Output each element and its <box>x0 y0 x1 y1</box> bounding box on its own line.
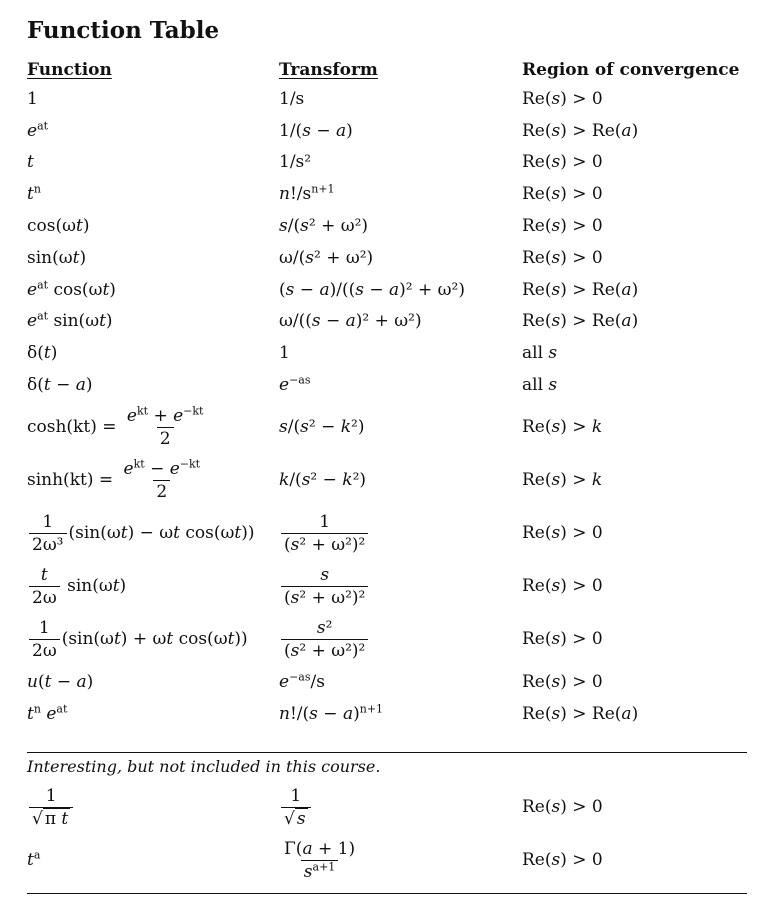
function-cell: δ(t) <box>27 343 58 364</box>
roc-cell: Re(s) > Re(a) <box>522 120 639 141</box>
function-cell: u(t − a) <box>27 671 94 692</box>
table-row <box>27 83 747 115</box>
table-row <box>27 369 747 401</box>
table-row <box>27 507 747 560</box>
roc-cell: Re(s) > Re(a) <box>522 279 639 300</box>
roc-cell: all s <box>522 375 558 396</box>
roc-cell: Re(s) > k <box>522 470 603 491</box>
roc-cell: Re(s) > 0 <box>522 247 603 268</box>
transform-cell: 1 <box>279 343 290 364</box>
roc-cell: all s <box>522 343 558 364</box>
page-title: Function Table <box>27 17 220 44</box>
header-function: Function <box>27 60 112 80</box>
transform-cell: $\frac{\Gamma(a + 1)}{s^{a+1}}$ <box>284 838 356 882</box>
table-row <box>27 115 747 147</box>
roc-cell: Re(s) > 0 <box>522 850 603 871</box>
transform-cell: $\frac{\text{s²}}{\text{(s² + ω²)²}}$ <box>279 617 522 662</box>
bottom-divider <box>27 893 747 894</box>
table-row <box>27 178 747 210</box>
function-cell: cosh(kt) = $\frac{e^{kt} + e^{-kt}}{2}$ <box>27 404 204 449</box>
transform-cell: (s − a)/((s − a)² + ω²) <box>279 279 465 300</box>
main-table <box>27 83 747 730</box>
header-transform: Transform <box>279 60 378 80</box>
function-cell: $e^{at}$ cos(ωt) <box>27 278 116 300</box>
table-row <box>27 781 747 834</box>
function-cell: $t^a$ <box>27 848 41 871</box>
table-row <box>27 147 747 179</box>
transform-cell: ω/((s − a)² + ω²) <box>279 311 422 332</box>
function-cell: 1 <box>27 88 38 109</box>
transform-cell: 1/(s − a) <box>279 120 353 141</box>
function-table-page <box>27 16 747 894</box>
transform-cell: 1/s² <box>279 152 312 173</box>
roc-cell: Re(s) > 0 <box>522 629 603 650</box>
function-cell: δ(t − a) <box>27 375 93 396</box>
transform-cell: s/(s² − k²) <box>279 417 365 438</box>
roc-cell: Re(s) > 0 <box>522 797 603 818</box>
table-row <box>27 274 747 306</box>
roc-cell: Re(s) > 0 <box>522 216 603 237</box>
roc-cell: Re(s) > 0 <box>522 671 603 692</box>
note-text: Interesting, but not included in this course. <box>27 756 381 776</box>
transform-cell: ω/(s² + ω²) <box>279 247 374 268</box>
table-row <box>27 401 747 454</box>
table-row <box>27 560 747 613</box>
transform-cell: 1/s <box>279 88 305 109</box>
table-row <box>27 698 747 730</box>
transform-cell: $n!/s^{n+1}$ <box>279 182 335 205</box>
roc-cell: Re(s) > 0 <box>522 523 603 544</box>
function-cell: sin(ωt) <box>27 247 87 268</box>
transform-cell: $e^{-as}$ <box>279 373 311 396</box>
table-row <box>27 210 747 242</box>
function-cell: $\frac{t}{2\omega}$ sin(ωt) <box>27 564 279 609</box>
table-row <box>27 242 747 274</box>
roc-cell: Re(s) > 0 <box>522 184 603 205</box>
transform-cell: k/(s² − k²) <box>279 470 367 491</box>
transform-cell: $e^{-as}/s$ <box>279 670 325 692</box>
roc-cell: Re(s) > 0 <box>522 88 603 109</box>
function-cell: $t^n$ <box>27 182 41 205</box>
header-roc: Region of convergence <box>522 60 740 80</box>
table-row <box>27 834 747 887</box>
function-cell: cos(ωt) <box>27 216 90 237</box>
function-cell: $\frac{1}{\text{2ω³}}$ (sin(ωt) − ωt cos(ωt)) <box>27 511 279 556</box>
table-row <box>27 337 747 369</box>
table-row <box>27 666 747 698</box>
function-cell: $t^n$ $e^{at}$ <box>27 702 68 724</box>
transform-cell: $\frac{1}{√ s}$ <box>279 785 522 830</box>
function-cell: $e^{at}$ sin(ωt) <box>27 309 113 332</box>
roc-cell: Re(s) > Re(a) <box>522 311 639 332</box>
roc-cell: Re(s) > Re(a) <box>522 703 639 724</box>
transform-cell: $n!/(s - a)^{n+1}$ <box>279 702 384 724</box>
function-cell: $\frac{1}{2\omega}$ (sin(ωt) + ωt cos(ωt)) <box>27 617 279 662</box>
function-cell: $e^{at}$ <box>27 119 49 141</box>
roc-cell: Re(s) > k <box>522 417 603 438</box>
roc-cell: Re(s) > 0 <box>522 576 603 597</box>
table-header <box>27 57 747 83</box>
transform-cell: $\frac{1}{\text{(s² + ω²)²}}$ <box>279 511 522 556</box>
table-row <box>27 454 747 507</box>
extra-table <box>27 781 747 887</box>
function-cell: sinh(kt) = $\frac{e^{kt} - e^{-kt}}{2}$ <box>27 457 201 502</box>
roc-cell: Re(s) > 0 <box>522 152 603 173</box>
function-cell: t <box>27 152 34 173</box>
table-row <box>27 306 747 338</box>
transform-cell: $\frac{s}{\text{(s² + ω²)²}}$ <box>279 564 522 609</box>
transform-cell: s/(s² + ω²) <box>279 216 369 237</box>
table-row <box>27 613 747 666</box>
function-cell: $\frac{1}{\text{√ π t}}$ <box>27 785 279 830</box>
